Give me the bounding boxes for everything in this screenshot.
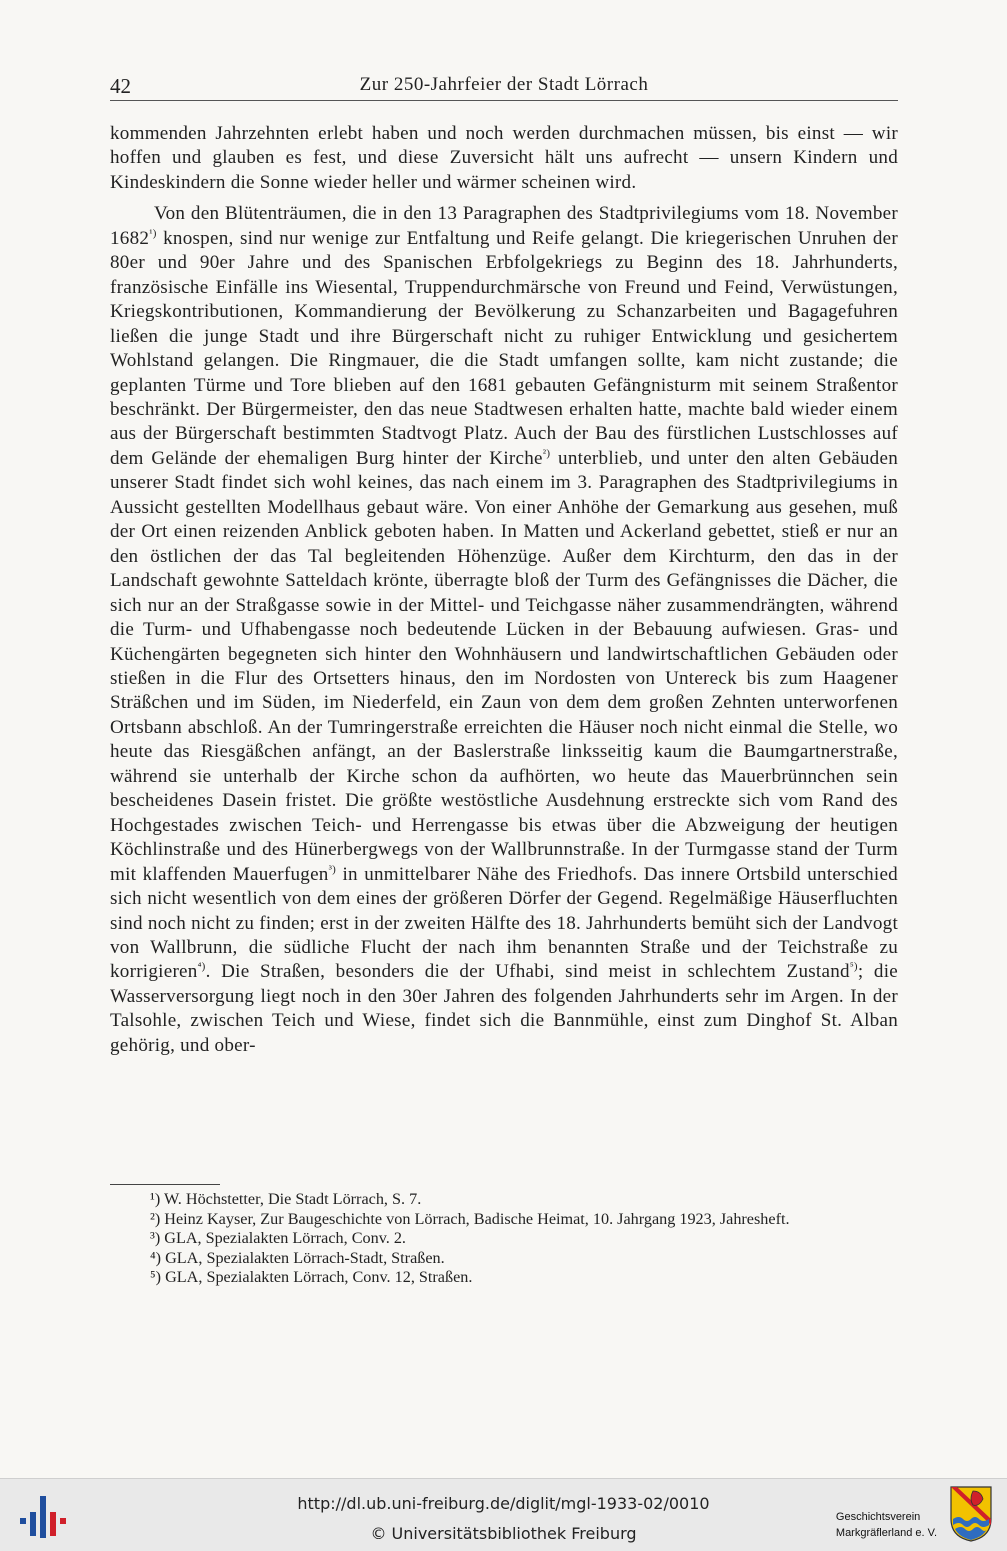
page-header bbox=[110, 72, 898, 101]
footnote-4: ⁴) GLA, Spezialakten Lörrach-Stadt, Straßen. bbox=[150, 1248, 445, 1267]
footnote-ref-4: ⁴) bbox=[197, 961, 206, 974]
paragraph-2-part-b: knospen, sind nur wenige zur Entfaltung und Reife gelangt. Die kriegerischen Unruhen der 80er und 90er Jahre und des Spanischen Erbfolgekriegs zu Beginn des 18. Jahrhunderts, französische Einfälle ins Wiesental, Truppendurchmärsche von Freund und Feind, Verwüstungen, Kriegskontributionen, Kommandierung der Bevölkerung zu Schanzarbeiten und Bagagefuhren ließen die junge Stadt und ihre Bürgerschaft nicht zu ruhiger Entwicklung und gesichertem Wohlstand gelangen. Die Ringmauer, die die Stadt umfangen sollte, kam nicht zustande; die geplanten Türme und Tore blieben auf den 1681 gebauten Gefängnisturm mit seinem Straßentor beschränkt. Der Bürgermeister, den das neue Stadtwesen erhalten hatte, machte bald wieder einem aus der Bürgerschaft bestimmten Stadtvogt Platz. Auch der Bau des fürstlichen Lustschlosses auf dem Gelände der ehemaligen Burg hinter der Kirche bbox=[110, 227, 898, 469]
footnote-ref-2: ²) bbox=[542, 447, 551, 460]
footnotes bbox=[110, 1190, 898, 1288]
paragraph-2-part-a: Von den Blütenträumen, die in den 13 Paragraphen des Stadtprivilegiums vom 18. November 1682 bbox=[110, 203, 898, 249]
running-head: Zur 250-Jahrfeier der Stadt Lörrach bbox=[359, 74, 649, 95]
coat-of-arms-icon bbox=[949, 1485, 993, 1543]
paragraph-1: kommenden Jahrzehnten erlebt haben und noch werden durchmachen müssen, bis einst — wir hoffen und glauben es fest, und diese Zuversicht hält uns aufrecht — unsern Kindern und Kindeskindern die Sonne wieder heller und wärmer scheinen wird. bbox=[110, 123, 898, 193]
page-number: 42 bbox=[110, 74, 131, 98]
footnote-2: ²) Heinz Kayser, Zur Baugeschichte von Lörrach, Badische Heimat, 10. Jahrgang 1923, Jahresheft. bbox=[150, 1209, 790, 1228]
footnote-5: ⁵) GLA, Spezialakten Lörrach, Conv. 12, Straßen. bbox=[150, 1268, 473, 1286]
footnote-divider bbox=[110, 1184, 220, 1185]
publisher-line-1: Geschichtsverein bbox=[835, 1511, 921, 1523]
footnote-1: ¹) W. Höchstetter, Die Stadt Lörrach, S. 7. bbox=[150, 1190, 422, 1208]
body-text bbox=[110, 122, 898, 1058]
paragraph-2-part-e: . Die Straßen, besonders die der Ufhabi, sind meist in schlechtem Zustand bbox=[205, 961, 850, 983]
copyright-notice: © Universitätsbibliothek Freiburg bbox=[370, 1524, 637, 1543]
publisher-line-2: Markgräflerland e. V. bbox=[835, 1527, 937, 1539]
permalink-url[interactable]: http://dl.ub.uni-freiburg.de/diglit/mgl-1933-02/0010 bbox=[297, 1494, 710, 1513]
footnote-ref-1: ¹) bbox=[149, 227, 157, 240]
paragraph-2-part-c: unterblieb, und unter den alten Gebäuden unserer Stadt findet sich wohl keines, das nach einem im 3. Paragraphen des Stadtprivilegiums in Aussicht gestellten Modellhaus gebaut wäre. Von einer Anhöhe der Gemarkung aus gesehen, muß der Ort einen reizenden Anblick geboten haben. In Matten und Ackerland gebettet, stieß er nur an den östlichen der das Tal begleitenden Höhenzüge. Außer dem Kirchturm, den das in der Landschaft gewohnte Satteldach krönte, überragte bloß der Turm des Gefängnisses die Dächer, die sich nur an der Straßgasse sowie in der Mittel- und Teichgasse näher zusammendrängten, während die Turm- und Ufhabengasse noch bedeutende Lücken in der Bebauung aufwiesen. Gras- und Küchengärten begegneten sich hinter den Wohnhäusern und landwirtschaftlichen Gebäuden oder stießen in die Flur des Ortsetters hinaus, den im Nordosten von Untereck bis zum Haagener Sträßchen und im Süden, im Niederfeld, ein Zaun von dem dem großen Zehnten unterworfenen Ortsbann abschloß. An der Tumringerstraße erreichten die Häuser noch nicht einmal die Stelle, wo heute das Riesgäßchen anfängt, an der Baslerstraße linksseitig kaum die Baumgartnerstraße, während sie unterhalb der Kirche schon da aufhörten, wo heute das Mauerbrünnchen sein bescheidenes Dasein fristet. Die größte westöstliche Ausdehnung erstreckte sich vom Rand des Hochgestades zwischen Teich- und Herrengasse bis etwas über die Abzweigung der heutigen Köchlinstraße und des Hünerbergwegs von der Wallbrunnstraße. In der Turmgasse stand der Turm mit klaffenden Mauerfugen bbox=[110, 447, 898, 885]
viewer-footer bbox=[0, 1478, 1007, 1551]
publisher-name bbox=[836, 1509, 937, 1541]
footnote-3: ³) GLA, Spezialakten Lörrach, Conv. 2. bbox=[150, 1229, 406, 1247]
footnote-ref-5: ⁵) bbox=[849, 961, 858, 974]
paragraph-2-part-d: in unmittelbarer Nähe des Friedhofs. Das innere Ortsbild unterschied sich nicht wesentlich von dem eines der größeren Dörfer der Gegend. Regelmäßige Häuserfluchten sind noch nicht zu finden; erst in der zweiten Hälfte des 18. Jahrhunderts bemüht sich der Landvogt von Wallbrunn, die südliche Flucht der nach ihm benannten Straße und der Teichstraße zu korrigieren bbox=[110, 863, 898, 983]
paragraph-2-part-f: ; die Wasserversorgung liegt noch in den 30er Jahren des folgenden Jahrhunderts sehr im Argen. In der Talsohle, zwischen Teich und Wiese, findet sich die Bannmühle, einst zum Dinghof St. Alban gehörig, und ober- bbox=[110, 961, 898, 1056]
paragraph-2 bbox=[110, 202, 898, 1058]
footnote-ref-3: ³) bbox=[328, 863, 337, 876]
